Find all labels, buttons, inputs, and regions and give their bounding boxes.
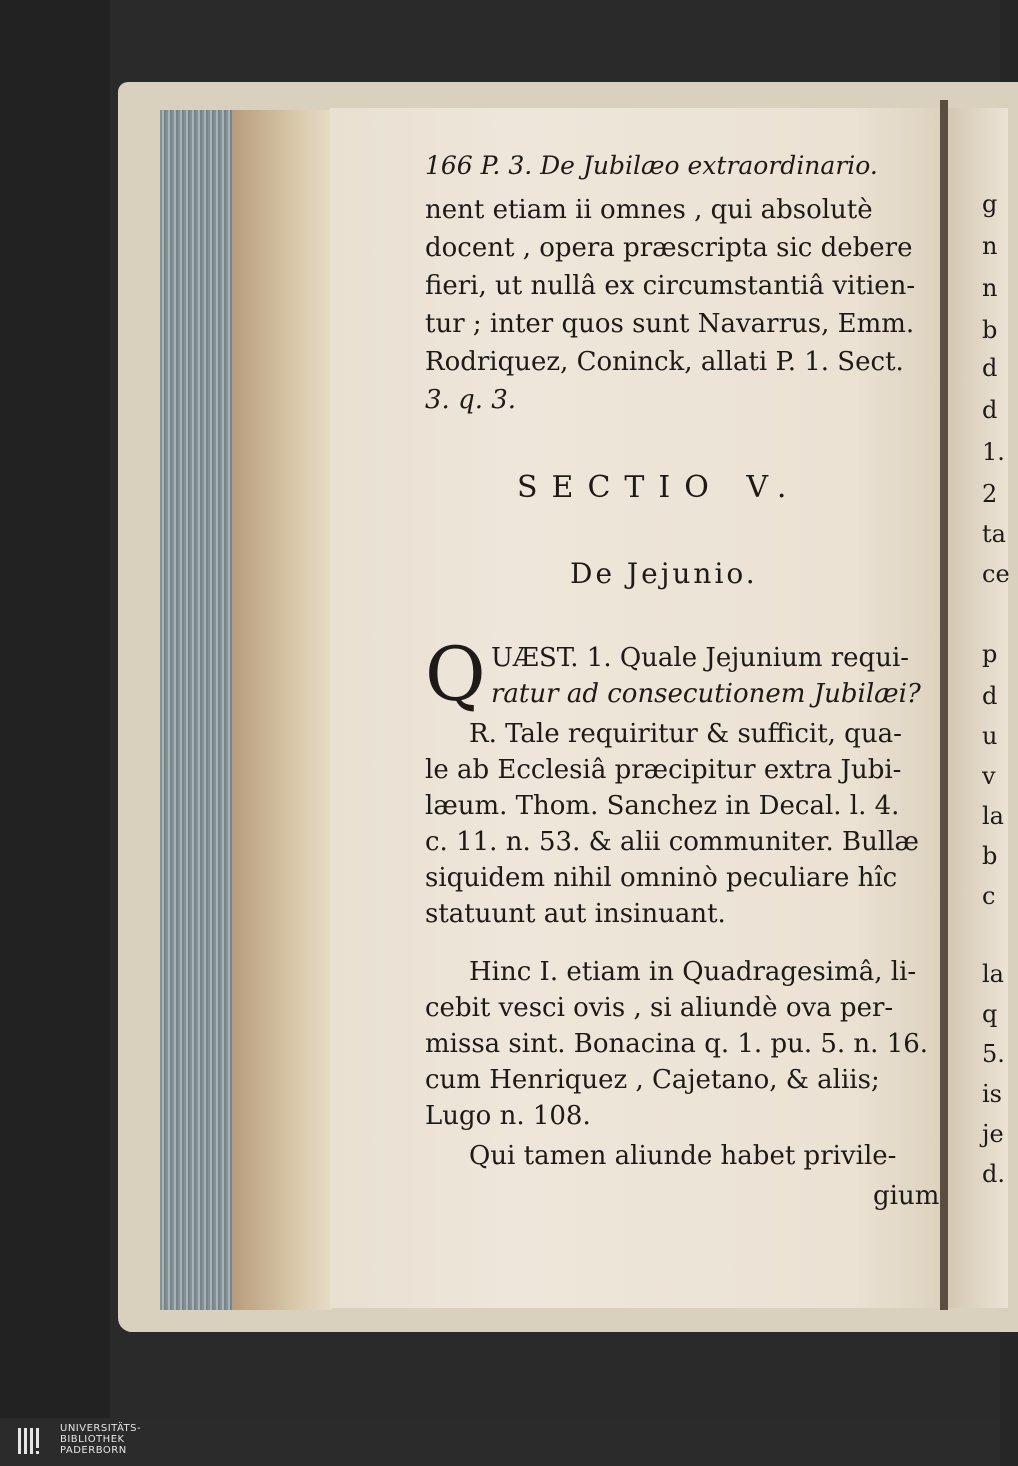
text-line: siquidem nihil omninò peculiare hîc — [425, 863, 898, 893]
text-line: tur ; inter quos sunt Navarrus, Emm. — [425, 309, 915, 339]
institution-line: PADERBORN — [60, 1445, 127, 1456]
text-fragment: v — [982, 762, 996, 790]
text-fragment: d — [982, 682, 998, 710]
text-line: R. Tale requiritur & sufficit, qua- — [469, 719, 902, 749]
text-line: Lugo n. 108. — [425, 1101, 591, 1131]
text-line: le ab Ecclesiâ præcipitur extra Jubi- — [425, 755, 902, 785]
text-line: Rodriquez, Coninck, allati P. 1. Sect. — [425, 347, 904, 377]
institution-line: BIBLIOTHEK — [60, 1434, 125, 1445]
section-title: SECTIO V. — [517, 470, 801, 505]
text-fragment: 2 — [982, 480, 998, 508]
catchword: gium — [873, 1181, 940, 1211]
text-line: missa sint. Bonacina q. 1. pu. 5. n. 16. — [425, 1029, 929, 1059]
text-fragment: d. — [982, 1160, 1005, 1188]
library-logo-icon — [16, 1424, 52, 1460]
book-gutter — [940, 100, 948, 1310]
text-line: c. 11. n. 53. & alii communiter. Bullæ — [425, 827, 919, 857]
text-fragment: d — [982, 354, 998, 382]
text-fragment: q — [982, 1000, 998, 1028]
text-line: Hinc I. etiam in Quadragesimâ, li- — [469, 957, 917, 987]
text-fragment: p — [982, 640, 998, 668]
text-fragment: ta — [982, 520, 1006, 548]
section-subtitle: De Jejunio. — [570, 557, 758, 590]
text-fragment: c — [982, 882, 996, 910]
drop-capital: Q — [425, 632, 486, 718]
text-fragment: n — [982, 274, 998, 302]
quaestio-line: ratur ad consecutionem Jubilæi? — [491, 679, 921, 709]
quaestio-line: UÆST. 1. Quale Jejunium requi- — [491, 643, 910, 673]
text-fragment: b — [982, 842, 998, 870]
text-fragment: je — [982, 1120, 1004, 1148]
text-fragment: g — [982, 190, 998, 218]
text-fragment: is — [982, 1080, 1002, 1108]
backdrop — [0, 0, 110, 1418]
text-fragment: d — [982, 396, 998, 424]
text-fragment: la — [982, 960, 1004, 988]
text-fragment: 1. — [982, 438, 1005, 466]
library-footer — [0, 1418, 1000, 1466]
text-fragment: n — [982, 232, 998, 260]
text-line: 3. q. 3. — [425, 385, 517, 415]
text-line: cum Henriquez , Cajetano, & aliis; — [425, 1065, 880, 1095]
text-fragment: u — [982, 722, 998, 750]
running-header: 166 P. 3. De Jubilæo extraordinario. — [425, 151, 878, 180]
institution-line: UNIVERSITÄTS- — [60, 1423, 142, 1434]
text-line: docent , opera præscripta sic debere — [425, 233, 913, 263]
text-line: nent etiam ii omnes , qui absolutè — [425, 195, 873, 225]
text-fragment: b — [982, 316, 998, 344]
text-line: cebit vesci ovis , si aliundè ova per- — [425, 993, 894, 1023]
text-line: fieri, ut nullâ ex circumstantiâ vitien- — [425, 271, 916, 301]
text-line: læum. Thom. Sanchez in Decal. l. 4. — [425, 791, 900, 821]
page-edge-shade — [232, 110, 332, 1310]
page-edges — [160, 110, 238, 1310]
text-fragment: ce — [982, 560, 1010, 588]
institution-name — [60, 1423, 141, 1456]
text-fragment: 5. — [982, 1040, 1005, 1068]
text-line: statuunt aut insinuant. — [425, 899, 726, 929]
text-fragment: la — [982, 802, 1004, 830]
text-line: Qui tamen aliunde habet privile- — [469, 1141, 897, 1171]
